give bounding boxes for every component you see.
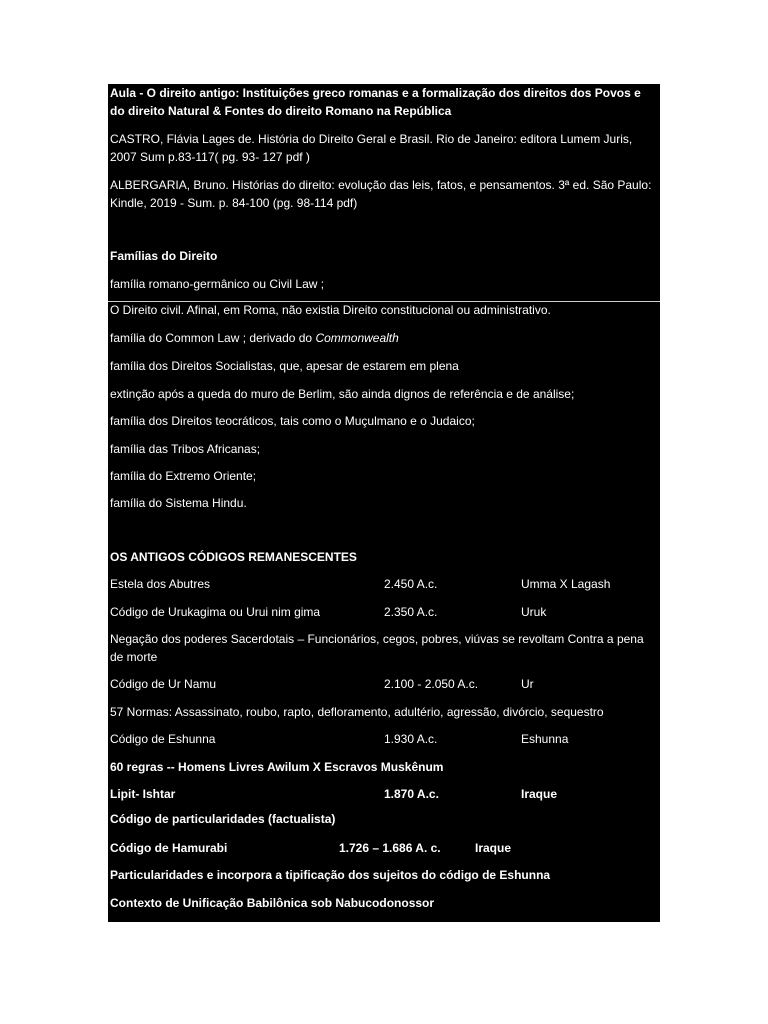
codigo-row (110, 603, 656, 621)
codigo-date: 2.100 - 2.050 A.c. (384, 677, 479, 691)
codigo-place: Eshunna (521, 732, 569, 746)
codigo-name: Código de Eshunna (110, 732, 216, 746)
codigo-name: Código de Ur Namu (110, 677, 217, 691)
reference-albergaria: ALBERGARIA, Bruno. Histórias do direito: evolução das leis, fatos, e pensamentos. 3ª ed. São Paulo: Kindle, 2019 - Sum. p. 84-100 (pg. 98-114 pdf) (110, 178, 652, 210)
codigo-note: Código de particularidades (factualista) (110, 812, 336, 826)
codigos-heading: OS ANTIGOS CÓDIGOS REMANESCENTES (110, 550, 357, 564)
codigo-place: Uruk (521, 605, 547, 619)
codigo-note: Negação dos poderes Sacerdotais – Funcionários, cegos, pobres, viúvas se revoltam Contra a pena de morte (110, 632, 644, 664)
codigo-date: 1.726 – 1.686 A. c. (339, 841, 441, 855)
codigo-row (110, 675, 656, 693)
familia-socialistas-line1: família dos Direitos Socialistas, que, apesar de estarem em plena (110, 359, 459, 373)
familia-tribos-africanas: família das Tribos Africanas; (110, 442, 261, 456)
familias-heading: Famílias do Direito (110, 249, 218, 263)
codigo-date: 2.450 A.c. (384, 577, 438, 591)
familia-romano-germanico: família romano-germânico ou Civil Law ; (110, 277, 325, 291)
codigo-name: Código de Hamurabi (110, 841, 228, 855)
familia-sistema-hindu: família do Sistema Hindu. (110, 496, 247, 510)
codigo-place: Ur (521, 677, 534, 691)
common-law-text: família do Common Law ; derivado do (110, 331, 316, 345)
familia-common-law (110, 329, 656, 347)
codigo-name: Estela dos Abutres (110, 577, 211, 591)
codigo-note: Particularidades e incorpora a tipificação dos sujeitos do código de Eshunna (110, 868, 551, 882)
codigo-note: 60 regras -- Homens Livres Awilum X Escravos Muskênum (110, 760, 444, 774)
codigo-note: Contexto de Unificação Babilônica sob Nabucodonossor (110, 896, 435, 910)
commonwealth-text: Commonwealth (315, 331, 399, 345)
codigo-row (110, 785, 656, 803)
codigo-date: 1.930 A.c. (384, 732, 438, 746)
codigo-place: Umma X Lagash (521, 577, 611, 591)
codigo-name: Lipit- Ishtar (110, 787, 176, 801)
codigo-date: 2.350 A.c. (384, 605, 438, 619)
familia-teocraticos: família dos Direitos teocráticos, tais como o Muçulmano e o Judaico; (110, 414, 475, 428)
codigo-row (110, 839, 656, 857)
direito-civil-note: O Direito civil. Afinal, em Roma, não existia Direito constitucional ou administrativo. (110, 303, 551, 317)
codigo-place: Iraque (475, 841, 512, 855)
codigo-note: 57 Normas: Assassinato, roubo, rapto, defloramento, adultério, agressão, divórcio, sequestro (110, 705, 604, 719)
codigo-name: Código de Urukagima ou Urui nim gima (110, 605, 321, 619)
familia-extremo-oriente: família do Extremo Oriente; (110, 469, 257, 483)
familia-socialistas-line2: extinção após a queda do muro de Berlim, são ainda dignos de referência e de análise; (110, 387, 575, 401)
reference-castro: CASTRO, Flávia Lages de. História do Direito Geral e Brasil. Rio de Janeiro: editora Lumem Juris, 2007 Sum p.83-117( pg. 93- 127 pdf ) (110, 132, 633, 164)
codigo-date: 1.870 A.c. (384, 787, 439, 801)
codigo-row (110, 575, 656, 593)
document-page (108, 84, 660, 922)
codigo-place: Iraque (521, 787, 558, 801)
codigo-row (110, 730, 656, 748)
lesson-title: Aula - O direito antigo: Instituições greco romanas e a formalização dos direitos dos Povos e do direito Natural & Fontes do direito Romano na República (110, 86, 641, 118)
